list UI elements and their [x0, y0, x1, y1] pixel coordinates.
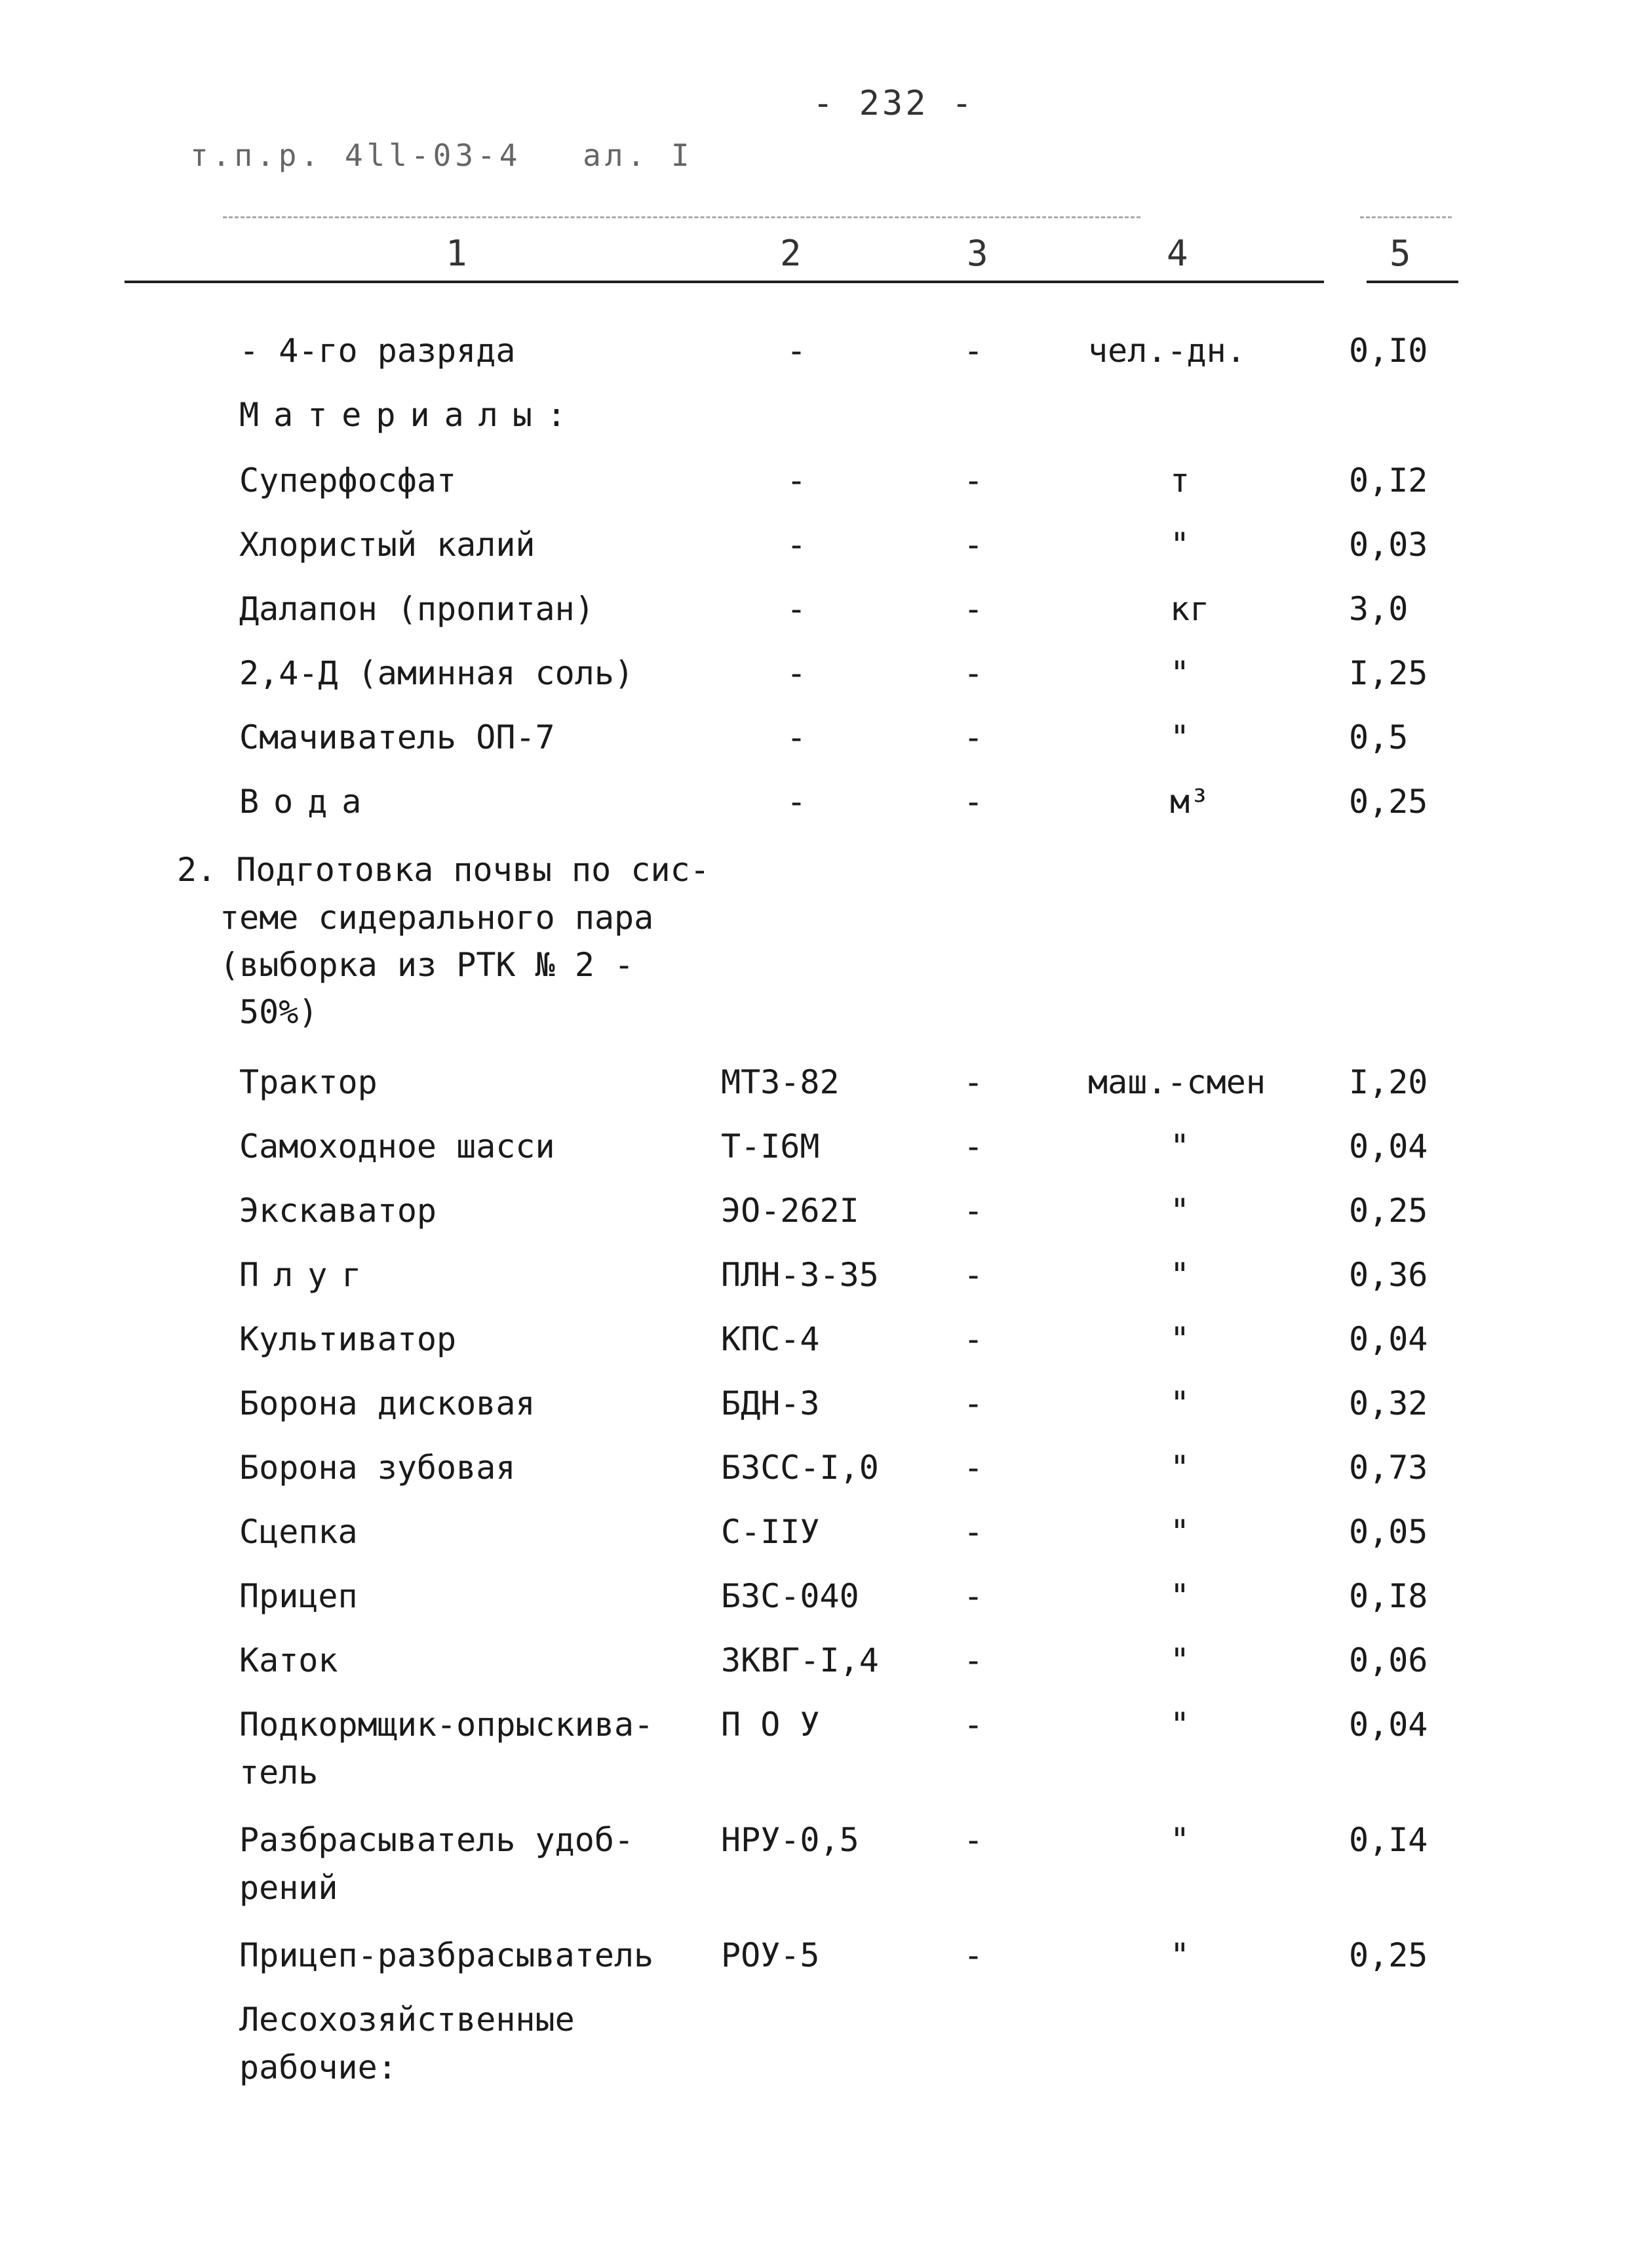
item-mark: РОУ-5	[721, 1936, 820, 1974]
item-unit: "	[1170, 1127, 1190, 1165]
item-col3: -	[963, 1577, 984, 1615]
item-col3: -	[963, 526, 984, 564]
table-row	[0, 1059, 1634, 1105]
item-name: Трактор	[239, 1063, 378, 1101]
table-row	[0, 1932, 1634, 1978]
table-row	[0, 458, 1634, 503]
item-unit: "	[1170, 654, 1190, 692]
item-mark: Т-I6М	[721, 1127, 820, 1165]
item-mark: -	[787, 526, 807, 564]
sheet-label: ал. I	[583, 138, 693, 173]
item-value: 0,04	[1349, 1127, 1428, 1165]
item-unit: "	[1170, 718, 1190, 756]
table-row	[0, 1509, 1634, 1555]
item-name: Каток	[239, 1641, 338, 1679]
item-unit: "	[1170, 1821, 1190, 1859]
item-mark: НРУ-0,5	[721, 1821, 859, 1859]
item-unit: кг	[1170, 590, 1210, 628]
item-mark: МТЗ-82	[721, 1063, 840, 1101]
header-top-rule	[223, 216, 1140, 218]
item-value: 0,I0	[1349, 332, 1428, 370]
item-col3: -	[963, 1384, 984, 1422]
table-row	[0, 1702, 1634, 1748]
item-mark: БДН-3	[721, 1384, 820, 1422]
item-name: Лесохозяйственные	[239, 2001, 575, 2039]
column-header-1: 1	[446, 233, 467, 274]
item-unit: "	[1170, 1384, 1190, 1422]
table-row	[0, 328, 1634, 374]
item-name: Суперфосфат	[239, 461, 457, 499]
section-title-line-2: теме сидерального пара	[220, 899, 654, 937]
table-row	[0, 1252, 1634, 1298]
item-col3: -	[963, 1320, 984, 1358]
item-col3: -	[963, 1936, 984, 1974]
item-col3: -	[963, 1127, 984, 1165]
page-number: - 232 -	[813, 84, 975, 123]
item-value: 0,36	[1349, 1256, 1428, 1294]
item-col3: -	[963, 590, 984, 628]
item-col3: -	[963, 654, 984, 692]
item-name-continuation: рений	[239, 1869, 338, 1907]
item-mark: -	[787, 461, 807, 499]
item-mark: КПС-4	[721, 1320, 820, 1358]
item-name: Прицеп-разбрасыватель	[239, 1936, 654, 1974]
item-unit: "	[1170, 1641, 1190, 1679]
item-col3: -	[963, 1513, 984, 1551]
item-value: 0,25	[1349, 1936, 1428, 1974]
item-unit: "	[1170, 1320, 1190, 1358]
item-mark: ПЛН-3-35	[721, 1256, 879, 1294]
table-row	[0, 1188, 1634, 1234]
table-row	[0, 522, 1634, 568]
item-value: 0,25	[1349, 783, 1428, 821]
item-col3: -	[963, 1641, 984, 1679]
section-title-line-4: 50%)	[239, 993, 319, 1031]
section-heading-row	[0, 847, 1634, 893]
table-row	[0, 1817, 1634, 1863]
item-mark: ЗКВГ-I,4	[721, 1641, 879, 1679]
item-unit: "	[1170, 1513, 1190, 1551]
item-mark: С-IIУ	[721, 1513, 820, 1551]
item-value: I,25	[1349, 654, 1428, 692]
table-row	[0, 1124, 1634, 1169]
item-value: 0,32	[1349, 1384, 1428, 1422]
header-top-rule-right	[1360, 216, 1452, 218]
item-unit: "	[1170, 526, 1190, 564]
item-name: Борона зубовая	[239, 1449, 516, 1487]
item-value: 0,I4	[1349, 1821, 1428, 1859]
header-bottom-rule-right	[1367, 281, 1458, 283]
item-name: Борона дисковая	[239, 1384, 535, 1422]
item-mark: -	[787, 332, 807, 370]
item-name: Разбрасыватель удоб-	[239, 1821, 634, 1859]
item-mark: БЗСС-I,0	[721, 1449, 879, 1487]
table-row	[0, 714, 1634, 760]
item-value: I,20	[1349, 1063, 1428, 1101]
item-value: 0,05	[1349, 1513, 1428, 1551]
item-mark: БЗС-040	[721, 1577, 859, 1615]
table-row	[0, 650, 1634, 696]
item-mark: -	[787, 783, 807, 821]
item-name-continuation: рабочие:	[239, 2048, 397, 2086]
item-name: Вода	[239, 783, 376, 821]
item-unit: м³	[1170, 783, 1210, 821]
item-col3: -	[963, 1821, 984, 1859]
item-value: 0,03	[1349, 526, 1428, 564]
item-col3: -	[963, 1192, 984, 1230]
column-header-5: 5	[1390, 233, 1411, 274]
item-col3: -	[963, 783, 984, 821]
item-unit: "	[1170, 1577, 1190, 1615]
section-title-line-3: (выборка из РТК № 2 -	[220, 946, 634, 984]
item-name: Экскаватор	[239, 1192, 437, 1230]
table-row	[0, 392, 1634, 438]
item-name: Самоходное шасси	[239, 1127, 555, 1165]
item-name: Плуг	[239, 1256, 376, 1294]
item-value: 0,I2	[1349, 461, 1428, 499]
item-name: Смачиватель ОП-7	[239, 718, 555, 756]
table-row	[0, 779, 1634, 825]
table-row	[0, 1445, 1634, 1491]
item-value: 0,I8	[1349, 1577, 1428, 1615]
item-name: Прицеп	[239, 1577, 358, 1615]
item-name-continuation: тель	[239, 1753, 319, 1791]
header-bottom-rule	[125, 281, 1324, 283]
item-col3: -	[963, 1256, 984, 1294]
item-mark: -	[787, 590, 807, 628]
materials-heading: Материалы:	[239, 396, 581, 434]
table-row	[0, 1316, 1634, 1362]
item-col3: -	[963, 1449, 984, 1487]
item-mark: ЭО-262I	[721, 1192, 859, 1230]
item-value: 3,0	[1349, 590, 1409, 628]
item-value: 0,04	[1349, 1320, 1428, 1358]
item-value: 0,73	[1349, 1449, 1428, 1487]
item-unit: "	[1170, 1706, 1190, 1744]
item-unit: чел.-дн.	[1088, 332, 1246, 370]
table-row	[0, 1637, 1634, 1683]
table-row	[0, 586, 1634, 632]
item-col3: -	[963, 1706, 984, 1744]
item-col3: -	[963, 1063, 984, 1101]
item-unit: "	[1170, 1256, 1190, 1294]
column-header-4: 4	[1167, 233, 1188, 274]
item-col3: -	[963, 718, 984, 756]
item-value: 0,04	[1349, 1706, 1428, 1744]
column-header-2: 2	[780, 233, 802, 274]
item-name: Культиватор	[239, 1320, 457, 1358]
table-row	[0, 1380, 1634, 1426]
item-name: Далапон (пропитан)	[239, 590, 594, 628]
item-unit: "	[1170, 1936, 1190, 1974]
item-unit: т	[1170, 461, 1190, 499]
item-unit: маш.-смен	[1088, 1063, 1266, 1101]
item-value: 0,25	[1349, 1192, 1428, 1230]
item-name: 2,4-Д (аминная соль)	[239, 654, 634, 692]
table-row	[0, 1573, 1634, 1619]
item-col3: -	[963, 461, 984, 499]
item-name: Сцепка	[239, 1513, 358, 1551]
column-header-3: 3	[967, 233, 988, 274]
item-mark: П О У	[721, 1706, 820, 1744]
item-col3: -	[963, 332, 984, 370]
item-mark: -	[787, 718, 807, 756]
document-code: т.п.р. 4ll-03-4	[190, 138, 522, 173]
item-name: - 4-го разряда	[239, 332, 516, 370]
section-title: 2. Подготовка почвы по сис-	[177, 851, 710, 889]
table-row	[0, 1997, 1634, 2043]
item-name: Подкормщик-опрыскива-	[239, 1706, 654, 1744]
item-mark: -	[787, 654, 807, 692]
document-reference	[190, 138, 693, 173]
item-value: 0,06	[1349, 1641, 1428, 1679]
item-name: Хлористый калий	[239, 526, 535, 564]
item-unit: "	[1170, 1449, 1190, 1487]
item-value: 0,5	[1349, 718, 1409, 756]
item-unit: "	[1170, 1192, 1190, 1230]
